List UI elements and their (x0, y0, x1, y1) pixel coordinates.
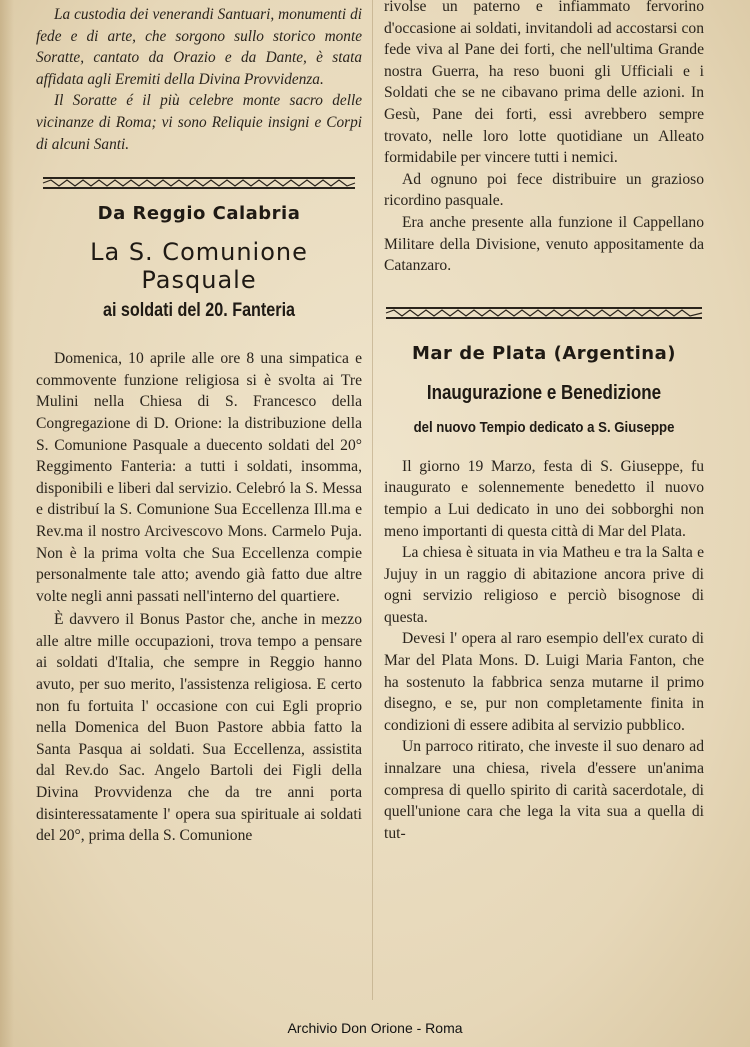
ornamental-divider (39, 175, 359, 191)
intro-paragraph-1: La custodia dei venerandi Santuari, monumenti di fede e di arte, che sorgono sullo storico monte Soratte, cantato da Orazio e da Dante, è stata affidata agli Eremiti della Divina Provvidenza. (36, 6, 362, 88)
continued-text-block (384, 0, 704, 277)
intro-paragraph-2: Il Soratte é il più celebre monte sacro delle vicinanze di Roma; vi sono Reliquie insigni e Corpi di alcuni Santi. (36, 92, 362, 153)
article-body-mar-de-plata (384, 456, 704, 845)
section-title-mar-de-plata: Mar de Plata (Argentina) (412, 342, 676, 364)
body-paragraph: Domenica, 10 aprile alle ore 8 una simpatica e commovente funzione religiosa si è svolta ai Tre Mulini nella Chiesa di S. Francesco della Congregazione di D. Orione: la distribuzione della S. Comunione Pasquale a duecento soldati del 20° Reggimento Fanteria: a tutti i soldati, insomma, disponibili e liberi dal servizio. Celebró la S. Messa e distribuí la S. Comunione Sua Eccellenza Ill.ma e Rev.ma il nostro Arcivescovo Mons. Carmelo Puja. Non è la prima volta che Sua Eccellenza compie personalmente tale atto; avendo già fatto due altre volte negli anni passati nell'interno del quartiere. (36, 350, 362, 605)
article-headline-comunione: La S. Comunione Pasquale (90, 238, 308, 295)
column-gutter (372, 0, 373, 1000)
article-subheadline-fanteria: ai soldati del 20. Fanteria (102, 300, 296, 322)
ornamental-divider (384, 305, 704, 321)
right-column (384, 0, 704, 844)
continued-paragraph: Ad ognuno poi fece distribuire un grazioso ricordino pasquale. (384, 170, 704, 210)
article-subheadline-tempio: del nuovo Tempio dedicato a S. Giuseppe (413, 418, 675, 436)
continued-paragraph: rivolse un paterno e infiammato fervorino d'occasione ai soldati, invitandoli ad accostarsi con fede viva al Pane dei forti, che nell'ultima Grande nostra Guerra, ha reso buoni gli Ufficiali e i Soldati che se ne cibavano prima delle azioni. In Gesù, Pane dei forti, essi avrebbero sempre trovato, nelle loro lotte quotidiane un Alleato formidabile per vincere tutti i nemici. (384, 0, 704, 167)
body-paragraph: È davvero il Bonus Pastor che, anche in mezzo alle altre mille occupazioni, trova tempo a pensare ai soldati d'Italia, che sempre in Reggio hanno avuto, per suo merito, l'assistenza religiosa. E certo non fu fortuita l' occasione con cui Egli proprio nella Domenica del Buon Pastore abbia fatto la Santa Pasqua ai soldati. Sua Eccellenza, assistita dal Rev.do Sac. Angelo Bartoli dei Figli della Divina Provvidenza che da tre anni porta disinteressatamente l' opera sua spirituale ai soldati del 20°, prima della S. Comunione (36, 611, 362, 845)
page-edge-shadow (0, 0, 14, 1047)
left-column (36, 0, 362, 847)
article-body-reggio (36, 348, 362, 847)
body-paragraph: Il giorno 19 Marzo, festa di S. Giuseppe, fu inaugurato e solennemente benedetto il nuovo tempio a Lui dedicato in uno dei sobborghi non meno importanti di questa città di Mar del Plata. (384, 457, 704, 540)
intro-block (36, 4, 362, 155)
body-paragraph: Devesi l' opera al raro esempio dell'ex curato di Mar del Plata Mons. D. Luigi Maria Fanton, che ha sostenuto la fabbrica senza mutarne il primo disegno, e se, pur non completamente finita in condizioni di essere adibita al servizio pubblico. (384, 630, 704, 734)
article-headline-inaugurazione: Inaugurazione e Benedizione (426, 381, 662, 404)
continued-paragraph: Era anche presente alla funzione il Cappellano Militare della Divisione, venuto appositamente da Catanzaro. (384, 213, 704, 275)
archive-footer-label: Archivio Don Orione - Roma (287, 1020, 463, 1036)
body-paragraph: Un parroco ritirato, che investe il suo denaro ad innalzare una chiesa, rivela d'essere un'anima compresa di quello spirito di carità sacerdotale, di quell'unione cara che lega la vita sua a quella di tut- (384, 738, 704, 842)
body-paragraph: La chiesa è situata in via Matheu e tra la Salta e Jujuy in un raggio di abitazione ancora prive di ogni servizio religioso e perciò bisognose di questa. (384, 544, 704, 626)
section-title-reggio: Da Reggio Calabria (97, 203, 301, 225)
